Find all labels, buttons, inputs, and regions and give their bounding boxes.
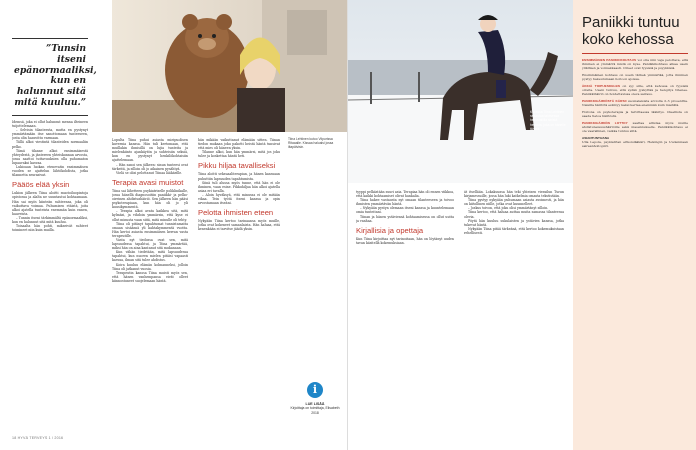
paragraph: Pöytä hän kuuluu sukulaisten ja ystävien kanssa, jotka tukevat häntä. xyxy=(464,218,564,227)
paragraph: Toisaalta hän pohti, mikseivät suhteet toimineet niin kuin muilla. xyxy=(12,224,88,233)
sidebar-paragraph-text: on syy sille, että kehossa on fyysisiä oireita. Usein tuntuu, että sydän jyskyttää ja hengitys tihenee. Paniikkihäiriö on hoidettavissa oleva sairaus. xyxy=(582,84,688,96)
left-column-1 xyxy=(12,120,88,438)
sidebar-paragraph xyxy=(582,73,688,81)
sidebar-paragraph-text: saattaa altistaa myös muille ahdistuneisuushäiriöille sekä masennukselle. Paniikkikohtaus ei ole vaarallinen, vaikka tuntuu siltä. xyxy=(582,121,688,133)
paragraph: Tiina aloitti seksuaaliterapian, ja hänen kanssaan puhuttiin lapsuuden tapahtumista. xyxy=(198,172,280,181)
photo-caption: Kuvassa Tiina Lehtinen ratsastaa talvisessa hevostallilla sinistä hevosta, joka on hänelle tärkeä. xyxy=(530,110,566,131)
paragraph: – Aloin hyväksyä, että minussa ei ole mitään vikaa. Tein työtä itseni kanssa ja opin arvostamaan itseäni. xyxy=(198,192,280,206)
paragraph: Terapeutin kanssa Tiina muisti myös sen, että hänen vanhempansa eivät olleet kiinnostuneet suojelemaan häntä. xyxy=(112,270,188,283)
paragraph: Tällä alkoi viestintä tilanteiden normaaliin pelko. xyxy=(12,140,88,149)
paragraph: Idemsä, joka ei ollut halunnut menna ilteineen tuijottelemaan. xyxy=(12,120,88,129)
sidebar-paragraph-head: PANIIKKIHÄIRIÖSTÄ KÄRSII xyxy=(582,99,627,103)
sidebar-title: Paniikki tuntuu koko kehossa xyxy=(582,14,680,48)
sidebar-paragraph-text: voi olla niin vaja pelottava, että ihminen ei ymmärrä mistä on kyse. Paniikkikohtaus alkaa usein yllättäen ja voimakkaasti. Oireet ovat fyysisiä ja psyykkisiä. xyxy=(582,58,688,70)
paragraph: Tiina pystyy nykyään puhumaan asiasta avoimesti, ja hän on kiitollinen niille, jotka ovat kuunnelleet. xyxy=(464,198,564,207)
paragraph: Vielä se olisi pelottanut Tiinaa lääkärille. xyxy=(116,170,183,175)
sidebar-credit-text: Ulla Lepola, psykiatrian erikoislääkäri, Helsingin ja Uudenmaan sairaanhoitopiiri. xyxy=(582,140,688,148)
sidebar-paragraph-head: ÄKKIÄ TOIPUESKELEN xyxy=(582,84,620,88)
paragraph: Kun Tiina kirjoittaa nyt tarinoitaan, hän on löytänyt uuden tavan käsitellä kokemuksiaan. xyxy=(356,236,454,245)
sidebar-credit-label: ASIANTUNTIJANA xyxy=(582,136,610,140)
paragraph: Kun vähän tiedetään, mitä lapsuudessa tapahtui, kun nuoren mielen pitäisi vapaasti kasvaa, ilman sitä tulee ahdistus. xyxy=(112,250,188,263)
left-column-3 xyxy=(198,138,280,438)
paragraph: Lopulta Tiina puhui asiasta mieipuolisen kuvernia kanssa. Hän tuli kertomaan, että muillakin ihmisillä on lujia tunteita ja mielenkiinto ajankäytön ja suhteisiin seksiä, kun en pystynyt henkilökohtaisiin ajattelemaan. xyxy=(112,138,188,163)
sidebar-paragraph xyxy=(582,99,688,107)
sidebar-paragraph-text: suomalaisista arviolta 2–3 prosenttia. Naisilla häiriötä esiintyy kaksi kertaa enemmän kuin miehillä. xyxy=(582,99,688,107)
sidebar-paragraph xyxy=(582,58,688,70)
section-heading: Pikku hiljaa tavalliseksi xyxy=(198,161,276,171)
horse-photo xyxy=(348,0,573,183)
sidebar-credit xyxy=(582,136,688,148)
paragraph: – Hän sanoi sen jälkeen: sinun tunteesi ovat tärkeitä, ja silloin oli jo aikainen pysähtyä. xyxy=(112,162,188,171)
paragraph: – Tunnin itseni tärkimmältä epänormaaliksi, kun en halunnut sitä mitä kuuluu. xyxy=(12,215,88,224)
paragraph: Tiina oli pitänyt tapahtumat tunnistamatta omaan sisäänsä yli kahtakymmentä vuotta. Hän kertoi asiasta ensimmäisen kerran vasta terapeutille. xyxy=(112,221,188,238)
author-role: Kirjoittaja on toimittaja, Elisabeth 2018 xyxy=(290,406,340,415)
paragraph: Tiina sai lähetteen psykiatriselle poliklinikalle, jossa hänellä diagnosoitiin paniikki- ja pelko-oireinen ahdistushäiriö. Sen jälkeen hän pääsi psykoterapiaan, kun hän oli jo yli kuusikymmentä. xyxy=(112,188,188,210)
paragraph: Lukioaan luokan etenevatin ensimmäisen vuoden se ajattelun lähtökohdista, jotka tilannetta seurasivat. xyxy=(12,165,88,178)
left-column-2b xyxy=(112,138,188,438)
section-heading: Pääös elää yksin xyxy=(12,180,70,190)
folio-left: 18 HYVÄ TERVEYS 1 / 2016 xyxy=(12,436,64,440)
paragraph: – Selvisin tilanteesta, mutta en pystynyt ymmärtämään itse sanottomaan tunteeseen, josta olin haavoittu varmaan. xyxy=(12,128,88,141)
paragraph: Tiina hakee vastausta nyt omaan tilanteeseen ja toivoo ihmisten ymmärtävän häntä. xyxy=(356,198,454,207)
paragraph: ät itsellään. Lokakuussa hän teki yhteisen vierailun Turun kirjamessuille, jossa hän luki katkelmia omasta tekstistään. xyxy=(464,190,564,199)
paragraph: Tämä tilanne alkoi ensimmäisestä yhteydestä, ja jäntereen yhteiskunnan arvosta, jossa saattoi tuttavuuksien olla puhumaton lupaavaksi kasvaa. xyxy=(12,148,88,165)
paragraph: Tilanne alkoi, kun hän ymmärsi, mitä jos joku tulee ja koskettaa häntä heti. xyxy=(198,150,280,159)
info-icon: i xyxy=(307,382,323,398)
sidebar-paragraph-text: Hoitona on psykoterapia ja tarvittaessa lääkitys. Oleellista on saada tietoa häiriöstä. xyxy=(582,110,688,118)
horse-photo-image xyxy=(348,0,573,183)
sidebar-paragraph-head: PANIIKKIHÄIRIÖN LOTTOY xyxy=(582,121,628,125)
sidebar-text xyxy=(582,58,688,428)
section-heading: Terapia avasi muistot xyxy=(112,177,184,187)
paragraph: tyyppi pelkästään suuri asia. Terapiaa hän oli ennen viikkoa, että kaikki kohtaamiset olivat hankalia. xyxy=(356,190,454,199)
paragraph: Nykyään Tiina pitää tärkeänä, että kertoo kokemuksistaan rehellisesti. xyxy=(464,226,564,235)
right-column-1 xyxy=(356,190,454,440)
author-name: LUE LISÄÄ xyxy=(305,402,325,406)
paragraph: Tiina kertoo, että haluaa auttaa muita samassa tilanteessa olevia. xyxy=(464,210,564,219)
paragraph: Tiinan ja hänen ystäviensä kohtaamisessa on ollut uutta ja vanhaa. xyxy=(356,214,454,223)
sidebar-paragraph-text: Ensimmäinen kohtaus on usein tärkeä ymmärtää, jotta ihminen pystyy hakeutumaan hoitoon ajoissa. xyxy=(582,73,688,81)
paragraph: – Terapia alkoi avata kaikkea sitä, mitä kylmäsi, ja vihdoin ymmärsin, että kyse ei ollut minusta vaan siitä, mitä minulle oli tehty. xyxy=(112,209,188,222)
section-heading: Pelotta ihmisten eteen xyxy=(198,208,274,218)
paragraph: Vasta nyt tiedossa ovat sen, mitä lapsuudessa tapahtui, ja Tiina ymmärtää, miksi hän on aina kantanut sitä mukanaan. xyxy=(112,237,188,251)
sidebar-paragraph xyxy=(582,110,688,118)
paragraph: hän mikään vaikuttanut elämään sitten. Tiinan tiedon mukaan joku pakotti heistä häntä tunsivat että mies oli häneen yksin. xyxy=(198,138,280,151)
sidebar-paragraph-head: ENSIMMÄINEN PANIIKKIKOHTAUS xyxy=(582,58,637,62)
paragraph: Lukion jälkeen Tiina aloitti muotoiluopintoja opistossa ja alalta ne suuntautui kohtaamaan. Hän sai myös kiinteän suhteensa, joka oli vaikuttava voimaa. Puhumisen etäistä, joita alkoi ajatella tunteista enemmän kuin ennen, haaveista. xyxy=(12,191,88,216)
sidebar-divider xyxy=(582,53,688,54)
author-box xyxy=(290,402,340,415)
right-column-2 xyxy=(464,190,564,440)
paragraph: – Nykyään pystyn olemaan itseni kanssa ja kuuntelemaan omia tunteitani. xyxy=(356,206,454,215)
sidebar-paragraph xyxy=(582,121,688,133)
paragraph: Siinä tuli alussa myös tunne, että hän ei ole ihminen, vaan esine. Pikkuhiljaa hän alkoi ajatella asiaa eri tavalla. xyxy=(198,180,280,193)
paragraph: Koira kuuluu elämän kolmanneksi, jolloin Tiina oli jatkanut vuosia. xyxy=(112,262,188,271)
pull-quote: ”Tunsin itseni epänormaaliksi, kun en halunnut sitä mitä kuuluu.” xyxy=(12,38,88,116)
section-heading: Kirjallisia ja opettaja xyxy=(356,225,424,235)
paragraph: – Joskus toivon, että joku olisi ymmärtänyt silloin. xyxy=(468,206,549,211)
photo-caption: Tiina Lehtinen kutoo Viipurissa Ritaaalle. Kissaa haluaisi jossa iltapäivisin. xyxy=(288,137,334,150)
paragraph: Nykyään Tiina kertoo tarinaansa myös muille, jotka ovat kokeneet samanlaista. Hän haluaa, että kenenkään ei tarvitse jäädä yksin. xyxy=(198,219,280,232)
sidebar-paragraph xyxy=(582,84,688,96)
